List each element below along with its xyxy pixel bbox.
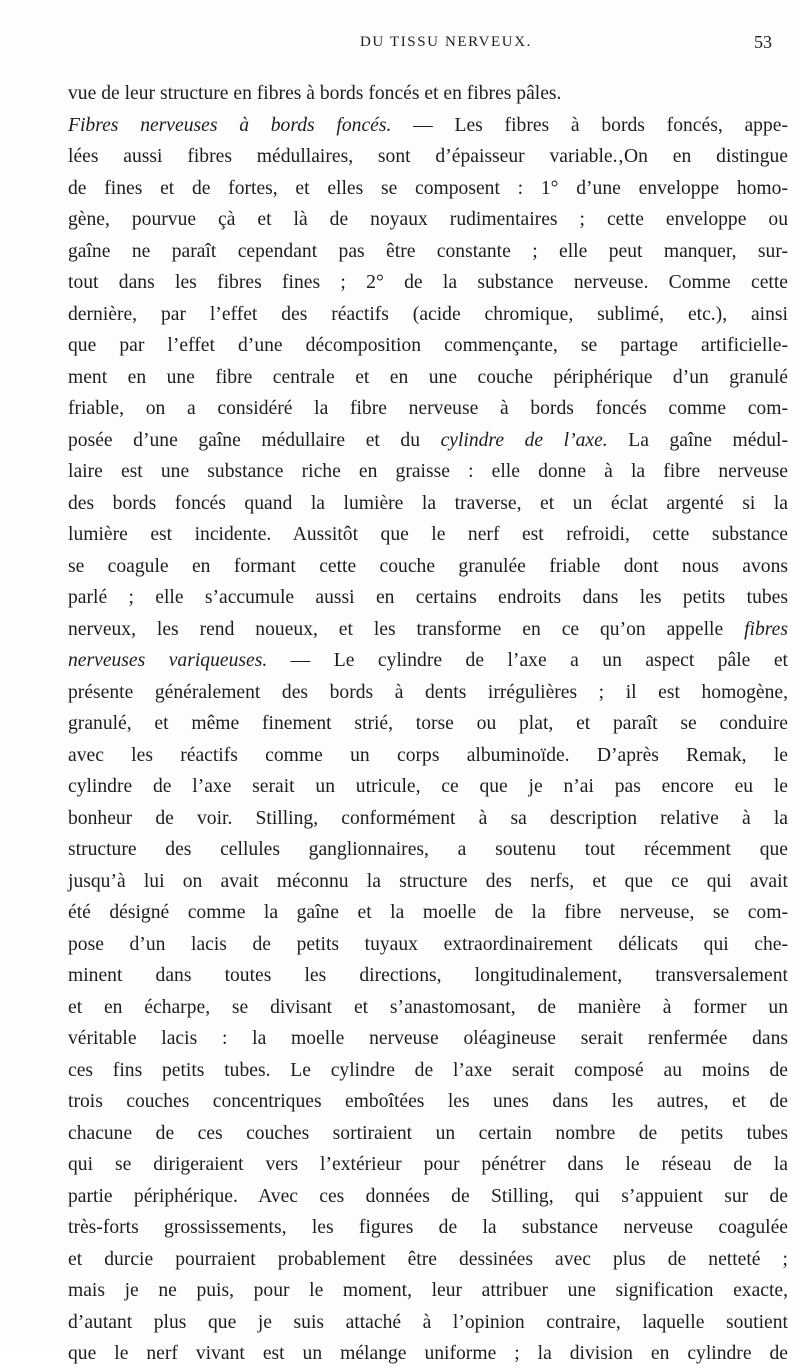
text-line	[68, 267, 788, 299]
text-segment: gène, pourvue çà et là de noyaux rudimentaires ; cette enveloppe ou	[68, 209, 788, 230]
text-segment: lumière est incidente. Aussitôt que le nerf est refroidi, cette substance	[68, 524, 788, 545]
text-line	[68, 1023, 788, 1055]
text-segment: — Les fibres à bords foncés, appe-	[391, 114, 788, 136]
text-segment: jusqu’à lui on avait méconnu la structure des nerfs, et que ce qui avait	[68, 870, 788, 892]
text-segment: bonheur de voir. Stilling, conformément à sa description relative à la	[68, 807, 788, 829]
text-segment: vue de leur structure en fibres à bords foncés et en fibres pâles.	[68, 83, 562, 104]
text-line	[68, 1307, 788, 1339]
text-line	[68, 141, 788, 173]
italic-term: cylindre de l’axe.	[440, 429, 608, 451]
text-line	[68, 645, 788, 677]
text-segment: pose d’un lacis de petits tuyaux extraordinairement délicats qui che-	[68, 933, 788, 955]
text-segment: gaîne ne paraît cependant pas être constante ; elle peut manquer, sur-	[68, 240, 788, 262]
text-line	[68, 929, 788, 961]
page-number: 53	[754, 32, 772, 52]
running-title: DU TISSU NERVEUX.	[360, 34, 532, 50]
text-line	[68, 771, 788, 803]
text-segment: posée d’une gaîne médullaire et du	[68, 429, 441, 451]
text-line	[68, 866, 788, 898]
text-segment: laire est une substance riche en graisse : elle donne à la fibre nerveuse	[68, 461, 788, 482]
text-line	[68, 330, 788, 362]
running-header	[68, 34, 772, 64]
text-line	[68, 551, 788, 583]
text-segment: se coagule en formant cette couche granulée friable dont nous avons	[68, 555, 788, 577]
text-segment: véritable lacis : la moelle nerveuse oléagineuse serait renfermée dans	[68, 1028, 788, 1049]
text-line	[68, 1338, 788, 1370]
text-line	[68, 393, 788, 425]
text-segment: chacune de ces couches sortiraient un certain nombre de petits tubes	[68, 1122, 788, 1144]
text-segment: d’autant plus que je suis attaché à l’opinion contraire, laquelle soutient	[68, 1311, 788, 1333]
text-line	[68, 1181, 788, 1213]
text-line	[68, 299, 788, 331]
text-segment: trois couches concentriques emboîtées les unes dans les autres, et de	[68, 1091, 788, 1112]
text-line	[68, 1244, 788, 1276]
text-segment: La gaîne médul-	[607, 429, 789, 451]
body-paragraph	[68, 78, 788, 1370]
text-segment: granulé, et même finement strié, torse ou plat, et paraît se conduire	[68, 713, 788, 734]
text-line	[68, 110, 788, 142]
text-segment: que par l’effet d’une décomposition commençante, se partage artificielle-	[68, 335, 788, 356]
text-segment: mais je ne puis, pour le moment, leur attribuer une signification exacte,	[68, 1280, 788, 1301]
italic-term: Fibres nerveuses à bords foncés.	[68, 114, 392, 136]
text-segment: structure des cellules ganglionnaires, a soutenu tout récemment que	[68, 839, 788, 860]
text-line	[68, 519, 788, 551]
text-line	[68, 992, 788, 1024]
text-line	[68, 740, 788, 772]
text-segment: partie périphérique. Avec ces données de Stilling, qui s’appuient sur de	[68, 1185, 788, 1207]
text-line	[68, 425, 788, 457]
text-line	[68, 582, 788, 614]
text-segment: été désigné comme la gaîne et la moelle de la fibre nerveuse, se com-	[68, 902, 788, 923]
text-segment: présente généralement des bords à dents irrégulières ; il est homogène,	[68, 681, 788, 703]
text-segment: de fines et de fortes, et elles se composent : 1° d’une enveloppe homo-	[68, 177, 788, 199]
text-line	[68, 1086, 788, 1118]
text-segment: que le nerf vivant est un mélange uniforme ; la division en cylindre de	[68, 1343, 788, 1364]
text-line	[68, 1149, 788, 1181]
text-segment: tout dans les fibres fines ; 2° de la substance nerveuse. Comme cette	[68, 272, 788, 293]
text-line	[68, 236, 788, 268]
text-line	[68, 677, 788, 709]
text-line	[68, 78, 788, 110]
text-line	[68, 1055, 788, 1087]
text-line	[68, 803, 788, 835]
text-line	[68, 614, 788, 646]
text-segment: dernière, par l’effet des réactifs (acide chromique, sublimé, etc.), ainsi	[68, 303, 788, 325]
text-segment: qui se dirigeraient vers l’extérieur pour pénétrer dans le réseau de la	[68, 1154, 788, 1175]
text-line	[68, 1118, 788, 1150]
text-segment: avec les réactifs comme un corps albuminoïde. D’après Remak, le	[68, 744, 788, 766]
text-line	[68, 362, 788, 394]
text-segment: et durcie pourraient probablement être dessinées avec plus de netteté ;	[68, 1248, 788, 1270]
text-segment: — Le cylindre de l’axe a un aspect pâle et	[267, 650, 788, 671]
text-line	[68, 834, 788, 866]
text-segment: très-forts grossissements, les figures de la substance nerveuse coagulée	[68, 1217, 788, 1238]
text-line	[68, 897, 788, 929]
text-line	[68, 173, 788, 205]
text-segment: ment en une fibre centrale et en une couche périphérique d’un granulé	[68, 366, 788, 388]
text-segment: lées aussi fibres médullaires, sont d’épaisseur variable.‚On en distingue	[68, 146, 788, 167]
text-segment: nerveux, les rend noueux, et les transforme en ce qu’on appelle	[68, 618, 745, 640]
text-line	[68, 708, 788, 740]
text-line	[68, 456, 788, 488]
text-line	[68, 1275, 788, 1307]
text-segment: et en écharpe, se divisant et s’anastomosant, de manière à former un	[68, 996, 788, 1018]
italic-term: nerveuses variqueuses.	[68, 650, 268, 671]
italic-term: fibres	[744, 618, 788, 640]
text-segment: friable, on a considéré la fibre nerveuse à bords foncés comme com-	[68, 398, 788, 419]
text-segment: ces fins petits tubes. Le cylindre de l’axe serait composé au moins de	[68, 1059, 788, 1081]
text-line	[68, 1212, 788, 1244]
text-line	[68, 204, 788, 236]
text-segment: des bords foncés quand la lumière la traverse, et un éclat argenté si la	[68, 492, 788, 514]
text-segment: minent dans toutes les directions, longitudinalement, transversalement	[68, 965, 788, 986]
text-segment: parlé ; elle s’accumule aussi en certains endroits dans les petits tubes	[68, 587, 788, 608]
text-line	[68, 960, 788, 992]
text-line	[68, 488, 788, 520]
text-segment: cylindre de l’axe serait un utricule, ce que je n’ai pas encore eu le	[68, 776, 788, 797]
